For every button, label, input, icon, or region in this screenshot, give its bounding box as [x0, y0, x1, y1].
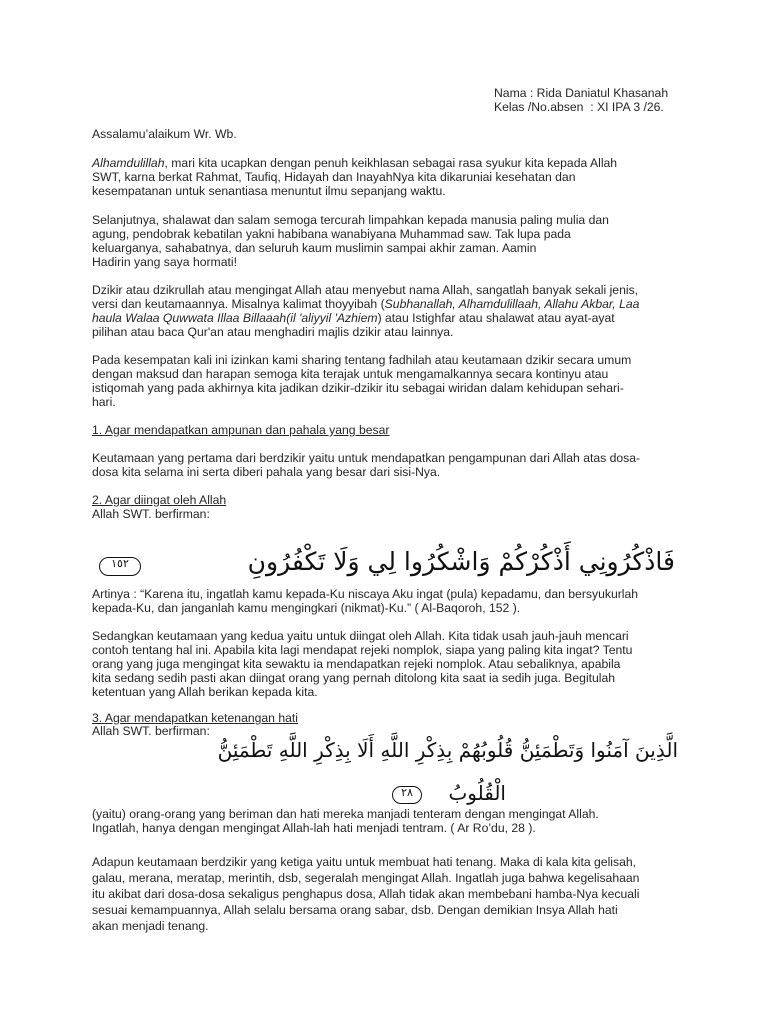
paragraph-line: dengan maksud dan harapan semoga kita terajak untuk mengamalkannya secara kontinyu atau — [92, 367, 609, 381]
paragraph-line: Selanjutnya, shalawat dan salam semoga tercurah limpahkan kepada manusia paling mulia dan — [92, 213, 609, 227]
paragraph-line: Alhamdulillah, mari kita ucapkan dengan penuh keikhlasan sebagai rasa syukur kita kepada Allah — [92, 156, 618, 170]
paragraph-line: Pada kesempatan kali ini izinkan kami sharing tentang fadhilah atau keutamaan dzikir secara umum — [92, 353, 632, 367]
paragraph-line: sesuai kemampuannya, Allah selalu bersama orang sabar, dsb. Dengan demikian Insya Allah hati — [92, 903, 618, 917]
section-heading-1: 1. Agar mendapatkan ampunan dan pahala yang besar — [92, 423, 390, 437]
paragraph-line: keluarganya, sahabatnya, dan seluruh kaum muslimin sampai akhir zaman. Aamin — [92, 241, 537, 255]
paragraph-line: akan menjadi tenang. — [92, 919, 209, 933]
paragraph-line: Hadirin yang saya hormati! — [92, 255, 237, 269]
paragraph-line: haula Walaa Quwwata Illaa Billaaah(il 'aliyyil 'Azhiem) atau Istighfar atau shalawat atau ayat-ayat — [92, 311, 615, 325]
paragraph-line: SWT, karna berkat Rahmat, Taufiq, Hidayah dan InayahNya kita dikaruniai kesehatan dan — [92, 170, 576, 184]
paragraph-line: Adapun keutamaan berdzikir yang ketiga yaitu untuk membuat hati tenang. Maka di kala kita gelisah, — [92, 855, 637, 869]
quran-verse-1: فَاذْكُرُونِي أَذْكُرْكُمْ وَاشْكُرُوا لِي وَلَا تَكْفُرُونِ — [247, 547, 675, 576]
translation-line: Ingatlah, hanya dengan mengingat Allah-lah hati menjadi tentram. ( Ar Ro’du, 28 ). — [92, 821, 536, 835]
paragraph-line: hari. — [92, 395, 116, 409]
student-class: Kelas /No.absen : XI IPA 3 /26. — [494, 100, 664, 114]
section-heading-3: 3. Agar mendapatkan ketenangan hati — [92, 711, 298, 725]
greeting: Assalamu’alaikum Wr. Wb. — [92, 127, 237, 141]
paragraph-line: galau, merana, meratap, merintih, dsb, segeralah mengingat Allah. Ingatlah juga bahwa kegelisahaan — [92, 871, 640, 885]
firman-label: Allah SWT. berfirman: — [92, 507, 210, 521]
paragraph-line: orang yang juga mengingat kita sewaktu ia mendapatkan rejeki nomplok. Atau sebaliknya, apabila — [92, 657, 621, 671]
paragraph-line: kita sedang sedih pasti akan diingat orang yang pernah ditolong kita saat ia sedih juga. Begitulah — [92, 671, 616, 685]
paragraph-line: pilihan atau baca Qur'an atau menghadiri majlis dzikir atau lainnya. — [92, 325, 454, 339]
paragraph-line: agung, pendobrak kebatilan yakni habibana wanabiyana Muhammad saw. Tak lupa pada — [92, 227, 571, 241]
paragraph-line: istiqomah yang pada akhirnya kita jadikan dzikir-dzikir itu sebagai wiridan dalam kehidupan sehari- — [92, 381, 624, 395]
paragraph-line: versi dan keutamaannya. Misalnya kalimat thoyyibah (Subhanallah, Alhamdulillaah, Allahu Akbar, Laa — [92, 297, 640, 311]
paragraph-line: contoh tentang hal ini. Apabila kita lagi mendapat rejeki nomplok, siapa yang paling kita ingat? Tentu — [92, 643, 633, 657]
paragraph-line: Sedangkan keutamaan yang kedua yaitu untuk diingat oleh Allah. Kita tidak usah jauh-jauh mencari — [92, 629, 629, 643]
ayah-number-badge: ١٥٢ — [99, 557, 141, 576]
quran-verse-2-line-1: الَّذِينَ آمَنُوا وَتَطْمَئِنُّ قُلُوبُهُمْ بِذِكْرِ اللَّهِ أَلَا بِذِكْرِ اللَّهِ تَطْمَئِنُّ — [217, 738, 678, 762]
paragraph-line: Keutamaan yang pertama dari berdzikir yaitu untuk mendapatkan pengampunan dari Allah atas dosa- — [92, 451, 641, 465]
paragraph-line: kesempatanan untuk senantiasa menuntut ilmu sepanjang waktu. — [92, 184, 446, 198]
paragraph-line: ketentuan yang Allah berikan kepada kita. — [92, 685, 318, 699]
student-name: Nama : Rida Daniatul Khasanah — [494, 86, 669, 100]
paragraph-line: itu akibat dari dosa-dosa sekaligus penghapus dosa, Allah tidak akan membebani hamba-Nya kecuali — [92, 887, 640, 901]
translation-line: Artinya : “Karena itu, ingatlah kamu kepada-Ku niscaya Aku ingat (pula) kepadamu, dan bersyukurlah — [92, 587, 639, 601]
ayah-number-badge: ٢٨ — [392, 786, 422, 804]
section-heading-2: 2. Agar diingat oleh Allah — [92, 493, 227, 507]
translation-line: (yaitu) orang-orang yang beriman dan hati mereka manjadi tenteram dengan mengingat Allah. — [92, 807, 599, 821]
firman-label: Allah SWT. berfirman: — [92, 724, 210, 738]
paragraph-line: dosa kita selama ini serta diberi pahala yang besar dari sisi-Nya. — [92, 465, 441, 479]
translation-line: kepada-Ku, dan janganlah kamu mengingkari (nikmat)-Ku.” ( Al-Baqoroh, 152 ). — [92, 601, 521, 615]
paragraph-line: Dzikir atau dzikrullah atau mengingat Allah atau menyebut nama Allah, sangatlah banyak sekali jenis, — [92, 283, 639, 297]
quran-verse-2-line-2: الْقُلُوبُ — [448, 781, 506, 805]
